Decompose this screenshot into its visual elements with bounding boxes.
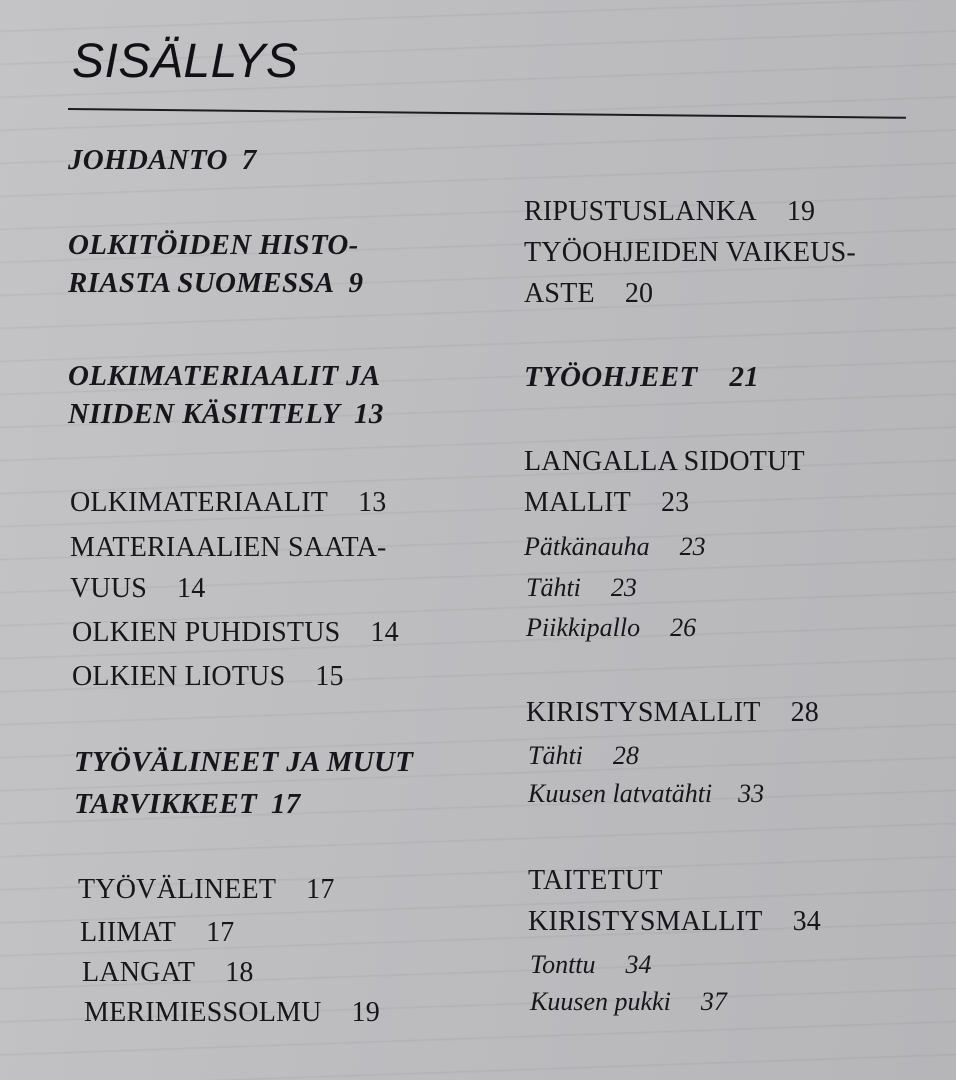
toc-entry-text: Pätkänauha [524, 532, 650, 561]
toc-entry-text: OLKIMATERIAALIT JA [68, 360, 381, 392]
toc-page-number: 20 [624, 277, 654, 309]
toc-page-number: 23 [660, 486, 690, 518]
toc-page-number: 19 [786, 196, 816, 227]
toc-entry [528, 866, 821, 938]
toc-page-number: 23 [610, 573, 637, 602]
toc-entry-text: Tähti [528, 741, 583, 770]
toc-page-number: 14 [370, 617, 399, 648]
toc-page-number: 13 [354, 397, 384, 430]
toc-entry-text: MERIMIESSOLMU [84, 997, 322, 1028]
toc-entry-text: MATERIAALIEN SAATA- [70, 532, 387, 563]
toc-page-number: 34 [625, 950, 652, 979]
toc-page-number: 9 [348, 266, 364, 299]
toc-entry-text: JOHDANTO [68, 144, 228, 176]
toc-entry [68, 361, 384, 431]
toc-entry [524, 197, 815, 228]
toc-entry-text: RIPUSTUSLANKA [524, 196, 757, 227]
toc-page-number: 21 [729, 361, 760, 393]
toc-entry-text: OLKIMATERIAALIT [70, 487, 329, 518]
toc-subentry [530, 951, 652, 980]
toc-entry [70, 488, 386, 519]
title-rule [68, 108, 906, 119]
toc-entry-text: Kuusen latvatähti [528, 779, 713, 808]
toc-entry-text: OLKIEN PUHDISTUS [72, 617, 341, 648]
toc-entry [68, 145, 257, 177]
toc-page-number: 28 [612, 741, 639, 770]
toc-page-number: 17 [271, 787, 301, 820]
page-title: SISÄLLYS [72, 35, 299, 88]
toc-entry-text: OLKIEN LIOTUS [72, 661, 286, 692]
toc-page-number: 34 [792, 905, 821, 937]
toc-entry [82, 958, 254, 989]
toc-entry-text: TYÖVÄLINEET JA MUUT [74, 746, 414, 778]
toc-page-number: 19 [351, 997, 380, 1028]
toc-entry-text: KIRISTYSMALLIT [526, 697, 761, 728]
toc-page-number: 13 [358, 487, 387, 518]
toc-entry-text: Tähti [526, 573, 581, 602]
toc-entry-text: ASTE [524, 277, 595, 309]
toc-entry [72, 618, 399, 649]
toc-page-number: 33 [738, 779, 765, 808]
toc-entry [72, 662, 344, 693]
toc-entry-text: OLKITÖIDEN HISTO- [68, 229, 359, 261]
toc-entry-text: TYÖVÄLINEET [78, 874, 277, 905]
toc-page-number: 17 [206, 917, 235, 948]
toc-page-number: 15 [315, 661, 344, 692]
toc-entry [524, 447, 805, 519]
toc-entry-text: RIASTA SUOMESSA [68, 266, 335, 299]
toc-page-number: 23 [679, 532, 706, 561]
toc-page-number: 26 [670, 613, 697, 642]
toc-entry [84, 998, 380, 1029]
toc-entry-text: VUUS [70, 572, 148, 604]
toc-subentry [528, 780, 764, 809]
toc-page-number: 7 [241, 144, 257, 176]
toc-entry-text: LANGAT [82, 957, 196, 988]
toc-entry [524, 362, 759, 394]
toc-page-number: 17 [306, 874, 335, 905]
toc-entry-text: MALLIT [524, 486, 631, 518]
toc-subentry [530, 988, 727, 1017]
toc-subentry [524, 533, 706, 562]
toc-page-number: 14 [177, 572, 206, 604]
toc-entry [80, 918, 234, 949]
toc-entry-text: Kuusen pukki [530, 987, 671, 1016]
toc-subentry [528, 742, 639, 771]
toc-entry-text: TYÖOHJEET [524, 361, 698, 393]
toc-entry-text: NIIDEN KÄSITTELY [68, 397, 341, 430]
toc-subentry [526, 614, 696, 643]
toc-page-number: 37 [700, 987, 727, 1016]
toc-entry-text: LANGALLA SIDOTUT [524, 446, 805, 477]
toc-entry-text: TAITETUT [528, 865, 663, 896]
toc-entry-text: KIRISTYSMALLIT [528, 905, 763, 937]
toc-entry-text: Tonttu [530, 950, 596, 979]
toc-entry [68, 230, 363, 300]
toc-entry-text: TYÖOHJEIDEN VAIKEUS- [524, 237, 856, 268]
toc-entry [74, 747, 413, 821]
toc-subentry [526, 574, 637, 603]
toc-entry-text: Piikkipallo [526, 613, 641, 642]
toc-entry-text: TARVIKKEET [74, 787, 257, 820]
toc-entry-text: LIIMAT [80, 917, 177, 948]
toc-page-number: 28 [790, 697, 819, 728]
toc-entry [526, 698, 819, 729]
toc-entry [70, 533, 387, 605]
toc-entry [524, 238, 856, 310]
toc-entry [78, 875, 335, 906]
toc-page-number: 18 [225, 957, 254, 988]
